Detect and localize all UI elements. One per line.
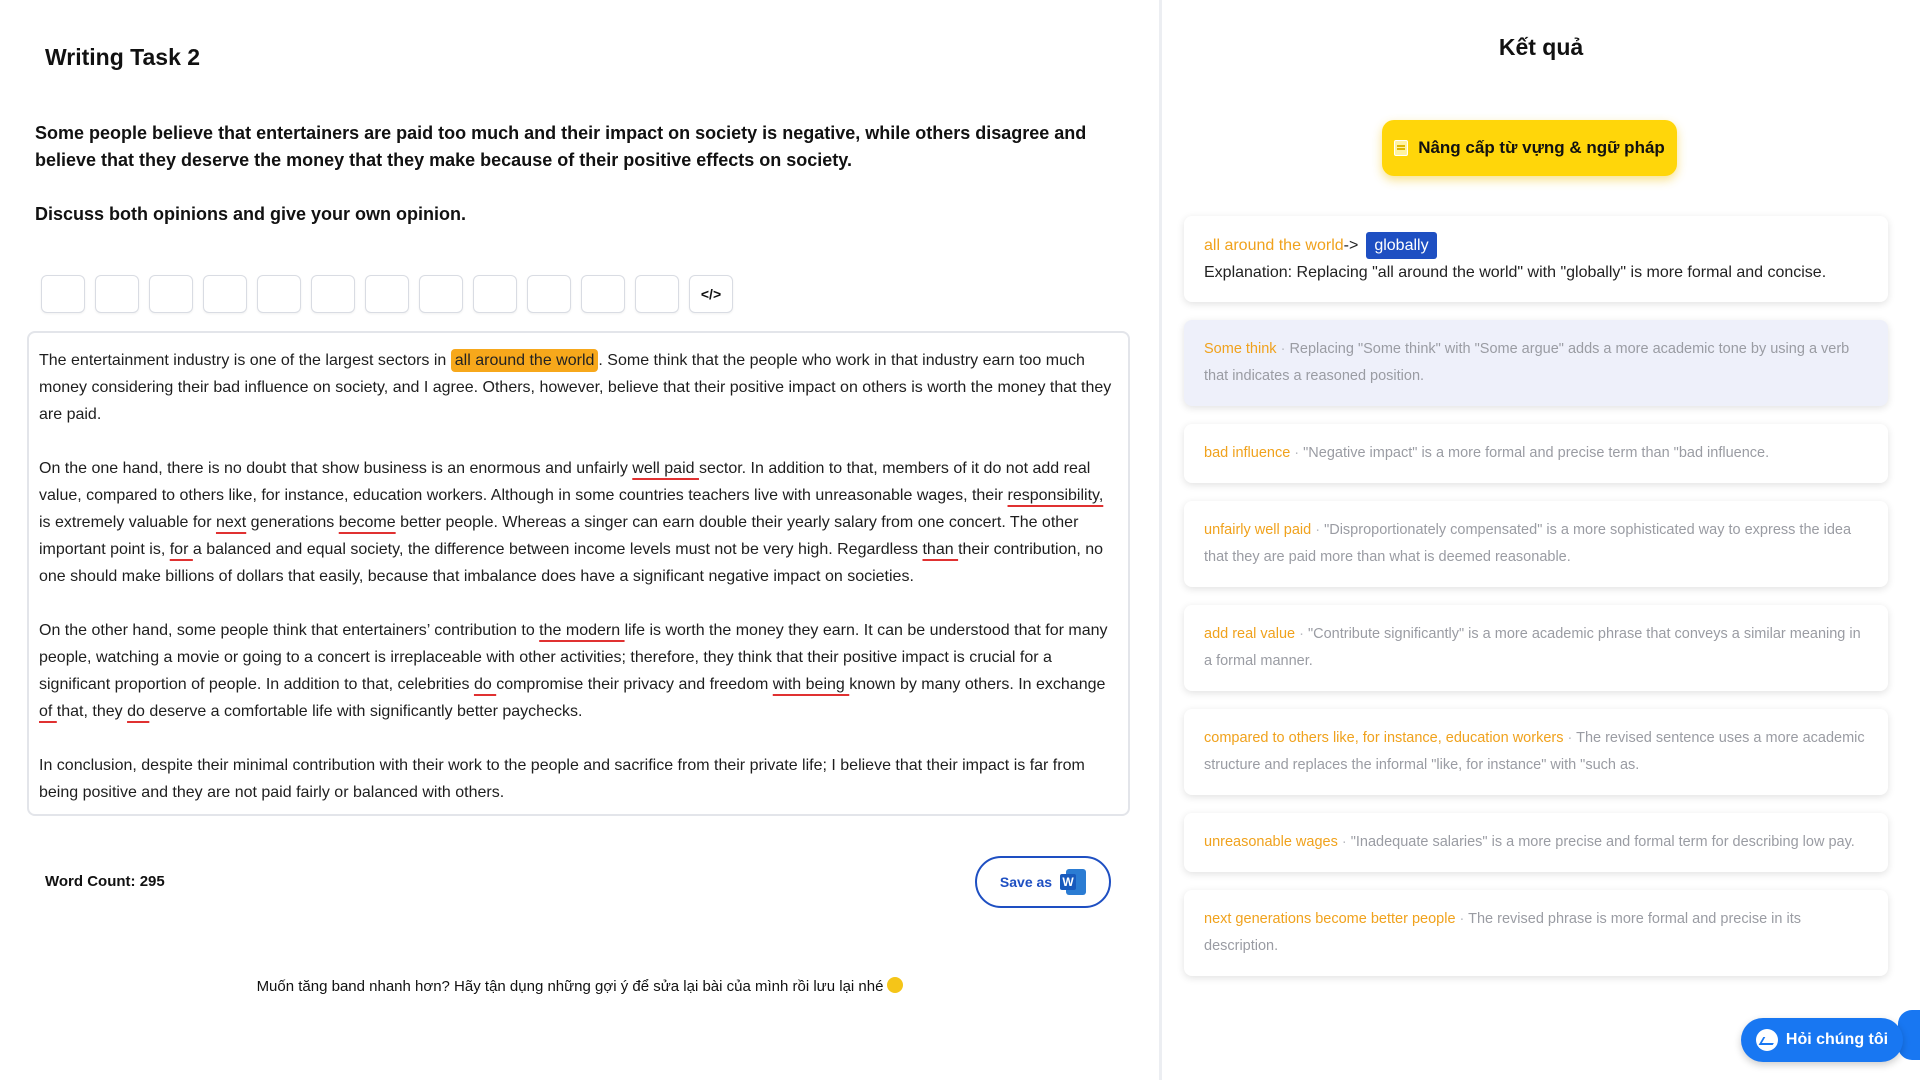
suggestion-card[interactable] <box>1184 813 1888 872</box>
ms-word-icon <box>1060 869 1086 895</box>
messenger-icon <box>1756 1029 1778 1051</box>
original-phrase: unreasonable wages <box>1204 834 1338 850</box>
essay-text: generations <box>246 514 339 531</box>
error-underline[interactable]: do <box>127 703 150 720</box>
highlighted-phrase[interactable]: all around the world <box>451 349 599 372</box>
essay-text: that, they <box>56 703 128 720</box>
toolbar-button-9[interactable] <box>473 275 517 313</box>
explanation-text: "Negative impact" is a more formal and precise term than "bad influence. <box>1303 445 1770 461</box>
toolbar-button-5[interactable] <box>257 275 301 313</box>
toolbar-button-3[interactable] <box>149 275 193 313</box>
essay-text: known by many others. In exchange <box>849 676 1106 693</box>
arrow-icon: -> <box>1343 237 1359 254</box>
original-phrase: bad influence <box>1204 445 1291 461</box>
separator: · <box>1295 626 1308 642</box>
original-phrase: Some think <box>1204 341 1277 357</box>
upgrade-label: Nâng cấp từ vựng & ngữ pháp <box>1418 138 1665 157</box>
separator: · <box>1276 341 1290 357</box>
essay-text: is extremely valuable for <box>39 514 216 531</box>
explanation-text: The revised phrase is more formal and precise in its description. <box>1204 911 1801 954</box>
essay-text: . Some think that the people who work in that industry earn too much money considering their bad influence on society, and I agree. Others, however, believe that their positive impact on others is worth the money that they are paid. <box>39 352 1112 423</box>
document-icon <box>1394 140 1408 156</box>
task-prompt <box>35 120 1095 255</box>
suggestion-list <box>1184 216 1888 994</box>
original-phrase: compared to others like, for instance, education workers <box>1204 730 1564 746</box>
error-underline[interactable]: of <box>39 703 57 720</box>
essay-editor[interactable] <box>27 331 1130 816</box>
essay-text: their contribution, no one should make billions of dollars that easily, because that imbalance does have a significant negative impact on societies. <box>39 541 1104 585</box>
suggestion-card[interactable] <box>1184 890 1888 976</box>
error-underline[interactable]: responsibility, <box>1007 487 1104 504</box>
wink-emoji-icon <box>887 977 903 993</box>
save-label: Save as <box>999 874 1053 890</box>
separator: · <box>1455 911 1469 927</box>
suggestion-card[interactable] <box>1184 709 1888 795</box>
essay-text: better people. Whereas a singer can earn double their yearly salary from one concert. The other important point is, <box>39 514 1079 558</box>
essay-paragraph-2 <box>39 455 1118 590</box>
error-underline[interactable]: the modern <box>539 622 625 639</box>
essay-text: The entertainment industry is one of the largest sectors in <box>39 352 451 369</box>
ask-us-chat-button[interactable] <box>1741 1018 1903 1062</box>
separator: · <box>1311 522 1325 538</box>
task-title: Writing Task 2 <box>45 44 201 70</box>
toolbar-button-12[interactable] <box>635 275 679 313</box>
suggestion-card[interactable] <box>1184 424 1888 483</box>
essay-text: life is worth the money they earn. It can be understood that for many people, watching a movie or going to a concert is irreplaceable with other activities; therefore, they think that their positive impact is crucial for a significant proportion of people. In addition to that, celebrities <box>39 622 1108 693</box>
error-underline[interactable]: do <box>473 676 497 693</box>
hint-text: Muốn tăng band nhanh hơn? Hãy tận dụng những gợi ý để sửa lại bài của mình rồi lưu lại nhé <box>256 978 884 995</box>
chat-label: Hỏi chúng tôi <box>1785 1031 1889 1048</box>
error-underline[interactable]: than <box>922 541 959 558</box>
toolbar-button-4[interactable] <box>203 275 247 313</box>
essay-text: a balanced and equal society, the difference between income levels must not be very high. Regardless <box>192 541 923 558</box>
essay-text: On the one hand, there is no doubt that show business is an enormous and unfairly <box>39 460 633 477</box>
explanation-text: "Disproportionately compensated" is a more sophisticated way to express the idea that they are paid more than what is deemed reasonable. <box>1204 522 1852 565</box>
essay-text: sector. In addition to that, members of it do not add real value, compared to others like, for instance, education workers. Although in some countries teachers live with unreasonable wages, their <box>39 460 1091 504</box>
toolbar-button-2[interactable] <box>95 275 139 313</box>
suggestion-card[interactable] <box>1184 501 1888 587</box>
original-phrase: unfairly well paid <box>1204 522 1312 538</box>
explanation-text: The revised sentence uses a more academic structure and replaces the informal "like, for instance" with "such as. <box>1204 730 1865 773</box>
toolbar-button-1[interactable] <box>41 275 85 313</box>
prompt-instruction: Discuss both opinions and give your own opinion. <box>35 204 467 224</box>
suggestion-card[interactable] <box>1184 320 1888 406</box>
explanation-text: "Inadequate salaries" is a more precise and formal term for describing low pay. <box>1350 834 1855 850</box>
word-icon-letter: W <box>1060 874 1076 890</box>
toolbar-button-6[interactable] <box>311 275 355 313</box>
explanation-text: Replacing "Some think" with "Some argue" adds a more academic tone by using a verb that indicates a reasoned position. <box>1204 341 1850 384</box>
essay-paragraph-3 <box>39 617 1118 725</box>
separator: · <box>1290 445 1304 461</box>
original-phrase: next generations become better people <box>1204 911 1456 927</box>
original-phrase: add real value <box>1204 626 1296 642</box>
toolbar-button-10[interactable] <box>527 275 571 313</box>
word-count: Word Count: 295 <box>45 873 165 890</box>
error-underline[interactable]: with being <box>772 676 850 693</box>
save-as-word-button[interactable] <box>975 856 1111 908</box>
prompt-statement: Some people believe that entertainers are paid too much and their impact on society is negative, while others disagree and believe that they deserve the money that they make because of their positive effects on society. <box>35 123 1087 170</box>
explanation-text: Explanation: Replacing "all around the world" with "globally" is more formal and concise. <box>1204 264 1827 281</box>
separator: · <box>1337 834 1351 850</box>
results-panel <box>1162 0 1920 1080</box>
error-underline[interactable]: next <box>215 514 247 531</box>
essay-text: compromise their privacy and freedom <box>496 676 773 693</box>
toolbar-button-8[interactable] <box>419 275 463 313</box>
code-view-button[interactable]: </> <box>689 275 733 313</box>
editor-toolbar <box>41 275 733 313</box>
error-underline[interactable]: well paid <box>632 460 699 477</box>
toolbar-button-7[interactable] <box>365 275 409 313</box>
replacement-badge[interactable]: globally <box>1366 232 1436 259</box>
essay-paragraph-4: In conclusion, despite their minimal contribution with their work to the people and sacrifice from their private life; I believe that their impact is far from being positive and they are not paid fairly or balanced with others. <box>39 757 1085 801</box>
essay-text: On the other hand, some people think that entertainers’ contribution to <box>39 622 540 639</box>
suggestion-card[interactable] <box>1184 216 1888 302</box>
upgrade-vocab-grammar-button[interactable] <box>1382 120 1677 176</box>
original-phrase: all around the world <box>1204 237 1344 254</box>
error-underline[interactable]: for <box>169 541 193 558</box>
results-title: Kết quả <box>1498 34 1584 60</box>
essay-paragraph-1 <box>39 347 1118 428</box>
explanation-text: "Contribute significantly" is a more academic phrase that conveys a similar meaning in a formal manner. <box>1204 626 1861 669</box>
suggestion-card[interactable] <box>1184 605 1888 691</box>
error-underline[interactable]: become <box>338 514 396 531</box>
essay-text: deserve a comfortable life with significantly better paychecks. <box>149 703 583 720</box>
separator: · <box>1563 730 1577 746</box>
hint-message <box>0 978 1160 995</box>
toolbar-button-11[interactable] <box>581 275 625 313</box>
